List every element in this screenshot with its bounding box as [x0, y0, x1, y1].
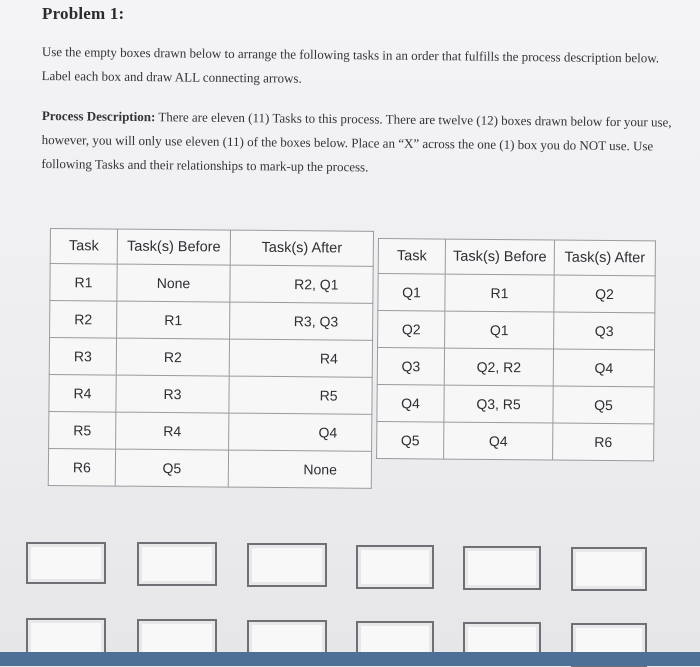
- task-cell: Q1: [378, 274, 445, 312]
- before-cell: Q2, R2: [444, 348, 553, 386]
- column-header-task: Task: [50, 229, 117, 265]
- column-header-task: Task: [378, 239, 445, 275]
- after-cell: Q5: [553, 386, 654, 424]
- process-box[interactable]: [463, 546, 541, 590]
- table-row: [49, 411, 372, 451]
- after-cell: R4: [229, 339, 372, 377]
- process-box[interactable]: [137, 542, 217, 586]
- after-cell: R3, Q3: [230, 302, 373, 340]
- before-cell: R1: [445, 274, 554, 312]
- table-row: [378, 274, 655, 313]
- screen-edge: [0, 652, 700, 666]
- before-cell: Q4: [444, 422, 553, 460]
- task-cell: R2: [50, 301, 117, 339]
- column-header-tasks-before: Task(s) Before: [445, 239, 554, 275]
- task-cell: R3: [49, 338, 116, 376]
- process-box[interactable]: [26, 542, 106, 584]
- table-header-row: [50, 229, 373, 267]
- after-cell: Q3: [554, 312, 655, 350]
- table-row: [377, 348, 654, 387]
- task-cell: R5: [49, 411, 116, 449]
- before-cell: Q5: [115, 449, 228, 487]
- table-header-row: [378, 239, 655, 276]
- after-cell: R2, Q1: [230, 265, 373, 303]
- table-row: [49, 338, 372, 378]
- task-cell: Q3: [377, 348, 444, 386]
- after-cell: R6: [553, 423, 654, 461]
- table-row: [48, 448, 371, 488]
- task-cell: R6: [48, 448, 115, 486]
- process-description: [41, 104, 682, 183]
- table-row: [50, 264, 373, 304]
- after-cell: R5: [229, 376, 372, 414]
- after-cell: None: [228, 450, 371, 488]
- table-row: [377, 384, 654, 423]
- column-header-tasks-after: Task(s) After: [230, 230, 373, 266]
- process-description-label: Process Description:: [41, 107, 156, 125]
- task-cell: R1: [50, 264, 117, 302]
- problem-title: Problem 1:: [42, 4, 125, 23]
- before-cell: None: [117, 264, 230, 302]
- table-row: [50, 301, 373, 341]
- column-header-tasks-before: Task(s) Before: [117, 229, 230, 265]
- before-cell: R1: [117, 301, 230, 339]
- after-cell: Q4: [553, 349, 654, 387]
- after-cell: Q4: [229, 413, 372, 451]
- table-row: [378, 311, 655, 350]
- task-cell: Q2: [378, 311, 445, 349]
- process-box[interactable]: [356, 545, 434, 589]
- column-header-tasks-after: Task(s) After: [554, 240, 655, 276]
- process-box[interactable]: [571, 547, 647, 591]
- task-cell: Q5: [377, 421, 444, 459]
- before-cell: R3: [116, 375, 229, 413]
- task-table-r: [48, 228, 374, 489]
- table-row: [49, 374, 372, 414]
- task-cell: Q4: [377, 384, 444, 422]
- before-cell: R2: [116, 338, 229, 376]
- intro-paragraph: Use the empty boxes drawn below to arrange the following tasks in an order that fulfills the process description below. Label each box and draw ALL connecting arrows.: [41, 43, 660, 86]
- process-description-text: There are eleven (11) Tasks to this process. There are twelve (12) boxes drawn below for your use, however, you will only use eleven (11) of the boxes below. Place an “X” across the one (1) box you do NOT use. Use following Tasks and their relationships to mark-up the process.: [41, 109, 672, 175]
- before-cell: Q3, R5: [444, 385, 553, 423]
- before-cell: Q1: [445, 311, 554, 349]
- after-cell: Q2: [554, 275, 655, 313]
- task-table-q: [376, 238, 656, 461]
- before-cell: R4: [116, 412, 229, 450]
- table-row: [377, 421, 654, 460]
- task-cell: R4: [49, 374, 116, 412]
- process-box[interactable]: [247, 543, 327, 587]
